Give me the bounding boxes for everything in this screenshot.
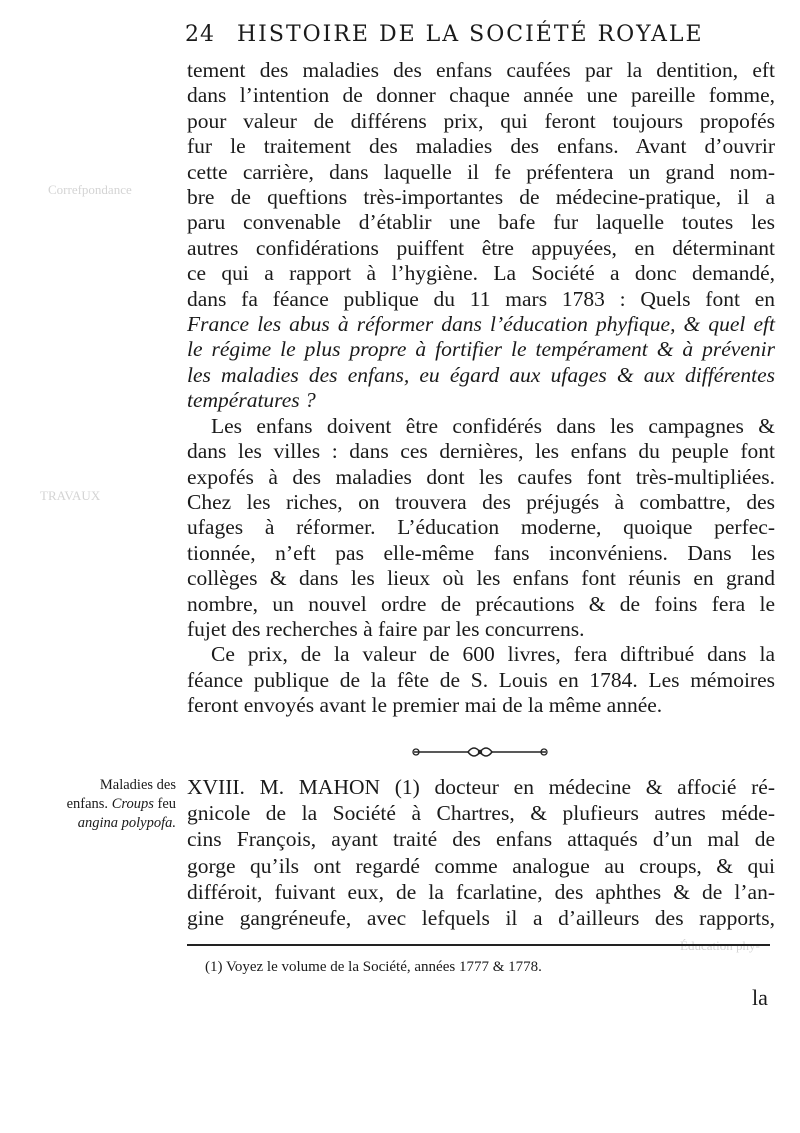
text-line: ce qui a rapport à l’hygiène. La Société a donc demandé, bbox=[187, 261, 775, 286]
question-line: le régime le plus propre à fortifier le tempérament & à prévenir bbox=[187, 337, 775, 362]
text-line: paru convenable d’établir une bafe fur laquelle toutes les bbox=[187, 210, 775, 235]
question-line: les maladies des enfans, eu égard aux ufages & aux différentes bbox=[187, 362, 775, 387]
text-line: ufages à réformer. L’éducation moderne, quoique perfec- bbox=[187, 515, 775, 540]
text-line: collèges & dans les lieux où les enfans font réunis en grand bbox=[187, 566, 775, 591]
running-title: HISTOIRE DE LA SOCIÉTÉ ROYALE bbox=[237, 22, 704, 47]
text-line: pour valeur de différens prix, qui feront toujours propofés bbox=[187, 108, 775, 133]
text-line: féance publique de la fête de S. Louis en 1784. Les mémoires bbox=[187, 667, 775, 692]
bleed-through: Correfpondance bbox=[48, 182, 132, 197]
text-line: Ce prix, de la valeur de 600 livres, fera diftribué dans la bbox=[211, 642, 775, 667]
catchword: la bbox=[752, 985, 768, 1010]
text-line: expofés à des maladies dont les caufes font très-multipliées. bbox=[187, 464, 775, 489]
text-line: feront envoyés avant le premier mai de la même année. bbox=[187, 693, 663, 718]
margin-line: angina polypofa. bbox=[77, 815, 176, 831]
footnote: (1) Voyez le volume de la Société, années 1777 & 1778. bbox=[205, 959, 542, 975]
main-text bbox=[187, 58, 775, 719]
margin-line: Maladies des bbox=[99, 777, 176, 793]
margin-line: enfans. Croups feu bbox=[66, 796, 176, 812]
text-line: Chez les riches, on trouvera des préjugés à combattre, des bbox=[187, 489, 775, 514]
text-line: Les enfans doivent être confidérés dans les campagnes & bbox=[211, 413, 775, 438]
text-line: tionnée, n’eft pas elle-même fans inconvéniens. Dans les bbox=[187, 540, 775, 565]
text-line: dans fa féance publique du 11 mars 1783 : Quels font en bbox=[187, 286, 775, 311]
bleed-through: TRAVAUX bbox=[40, 488, 101, 503]
ornament-divider bbox=[410, 742, 550, 762]
section-line: cins François, ayant traité des enfans attaqués d’un mal de bbox=[187, 827, 775, 852]
text-line: cette carrière, dans laquelle il fe préfentera un grand nom- bbox=[187, 159, 775, 184]
section-line: gine gangréneufe, avec lefquels il a d’ailleurs des rapports, bbox=[187, 906, 775, 931]
text-line: tement des maladies des enfans caufées par la dentition, eft bbox=[187, 58, 775, 82]
footnote-rule bbox=[187, 944, 770, 946]
section-line: gnicole de la Société à Chartres, & plufieurs autres méde- bbox=[187, 801, 775, 826]
text-line: dans les villes : dans ces dernières, les enfans du peuple font bbox=[187, 439, 775, 464]
question-line: températures ? bbox=[187, 388, 316, 413]
running-head bbox=[185, 22, 705, 47]
section-line: gorge qu’ils ont regardé comme analogue au croups, & qui bbox=[187, 853, 775, 878]
bleed-through bbox=[680, 938, 760, 954]
section-xviii bbox=[187, 774, 775, 931]
section-line: XVIII. M. MAHON (1) docteur en médecine & affocié ré- bbox=[187, 775, 775, 799]
text-line: dans l’intention de donner chaque année une pareille fomme, bbox=[187, 83, 775, 108]
text-line: bre de queftions très-importantes de médecine-pratique, il a bbox=[187, 185, 775, 210]
marginal-note bbox=[58, 776, 176, 833]
question-line: France les abus à réformer dans l’éducation phyfique, & quel eft bbox=[187, 312, 775, 337]
text-line: autres confidérations puiffent être appuyées, en déterminant bbox=[187, 235, 775, 260]
page-number: 24 bbox=[185, 22, 215, 47]
section-line: différoit, fuivant eux, de la fcarlatine, des aphthes & de l’an- bbox=[187, 879, 775, 904]
text-line: fur le traitement des maladies des enfans. Avant d’ouvrir bbox=[187, 134, 775, 159]
text-line: nombre, un nouvel ordre de précautions & de foins fera le bbox=[187, 591, 775, 616]
text-line: fujet des recherches à faire par les concurrens. bbox=[187, 616, 585, 641]
